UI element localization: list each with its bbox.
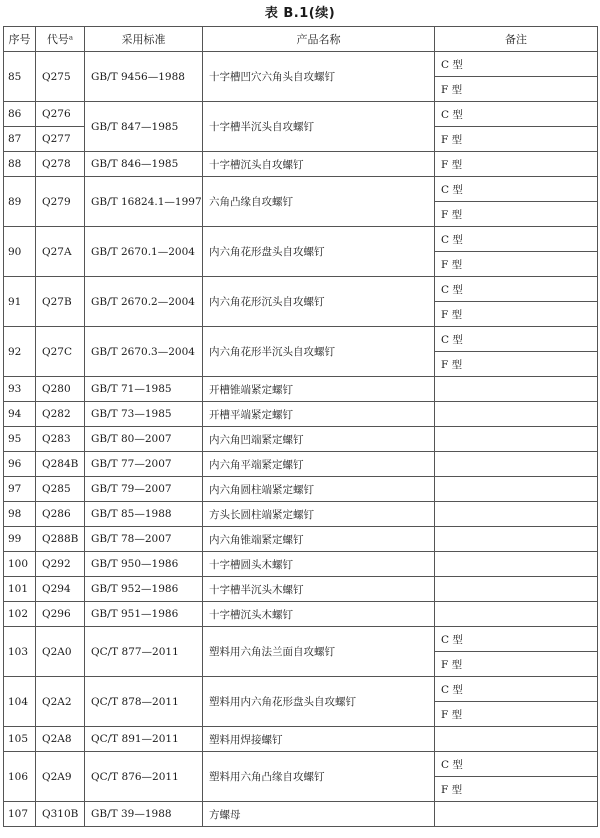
cell-standard: GB/T 16824.1—1997	[85, 177, 203, 227]
cell-seq: 88	[4, 152, 36, 177]
cell-seq: 91	[4, 277, 36, 327]
table-row	[4, 52, 598, 77]
cell-code: Q296	[36, 602, 85, 627]
header-seq: 序号	[4, 27, 36, 52]
cell-standard: GB/T 39—1988	[85, 802, 203, 827]
table-row	[4, 677, 598, 702]
table-row	[4, 177, 598, 202]
cell-standard: QC/T 877—2011	[85, 627, 203, 677]
cell-code: Q280	[36, 377, 85, 402]
cell-standard: GB/T 79—2007	[85, 477, 203, 502]
cell-remark: F 型	[435, 302, 598, 327]
cell-remark: C 型	[435, 227, 598, 252]
table-row	[4, 327, 598, 352]
cell-name: 塑料用六角凸缘自攻螺钉	[203, 752, 435, 802]
cell-name: 方头长圆柱端紧定螺钉	[203, 502, 435, 527]
cell-seq: 96	[4, 452, 36, 477]
table-row	[4, 577, 598, 602]
cell-remark: C 型	[435, 177, 598, 202]
cell-seq: 95	[4, 427, 36, 452]
cell-seq: 105	[4, 727, 36, 752]
cell-remark: C 型	[435, 677, 598, 702]
cell-remark: F 型	[435, 202, 598, 227]
cell-remark	[435, 727, 598, 752]
cell-seq: 102	[4, 602, 36, 627]
cell-remark	[435, 452, 598, 477]
cell-remark	[435, 552, 598, 577]
cell-remark: C 型	[435, 52, 598, 77]
cell-code: Q292	[36, 552, 85, 577]
cell-remark: F 型	[435, 702, 598, 727]
header-code: 代号ᵃ	[36, 27, 85, 52]
table-row	[4, 227, 598, 252]
cell-remark: C 型	[435, 102, 598, 127]
cell-standard: QC/T 878—2011	[85, 677, 203, 727]
cell-remark	[435, 377, 598, 402]
cell-remark: C 型	[435, 327, 598, 352]
cell-name: 六角凸缘自攻螺钉	[203, 177, 435, 227]
cell-seq: 90	[4, 227, 36, 277]
cell-code: Q288B	[36, 527, 85, 552]
cell-name: 十字槽半沉头自攻螺钉	[203, 102, 435, 152]
cell-name: 内六角锥端紧定螺钉	[203, 527, 435, 552]
cell-code: Q2A8	[36, 727, 85, 752]
cell-standard: GB/T 951—1986	[85, 602, 203, 627]
header-remark: 备注	[435, 27, 598, 52]
cell-code: Q278	[36, 152, 85, 177]
cell-standard: GB/T 78—2007	[85, 527, 203, 552]
cell-name: 塑料用焊接螺钉	[203, 727, 435, 752]
cell-name: 十字槽沉头自攻螺钉	[203, 152, 435, 177]
cell-standard: GB/T 950—1986	[85, 552, 203, 577]
table-row	[4, 402, 598, 427]
cell-remark	[435, 527, 598, 552]
cell-remark	[435, 502, 598, 527]
cell-seq: 92	[4, 327, 36, 377]
cell-remark	[435, 427, 598, 452]
header-row	[4, 27, 598, 52]
table-row	[4, 627, 598, 652]
cell-name: 内六角花形沉头自攻螺钉	[203, 277, 435, 327]
cell-standard: GB/T 85—1988	[85, 502, 203, 527]
cell-code: Q279	[36, 177, 85, 227]
cell-standard: GB/T 846—1985	[85, 152, 203, 177]
cell-code: Q2A0	[36, 627, 85, 677]
cell-code: Q310B	[36, 802, 85, 827]
cell-code: Q2A2	[36, 677, 85, 727]
cell-standard: GB/T 73—1985	[85, 402, 203, 427]
cell-name: 内六角平端紧定螺钉	[203, 452, 435, 477]
cell-remark: F 型	[435, 127, 598, 152]
cell-standard: GB/T 2670.1—2004	[85, 227, 203, 277]
cell-seq: 104	[4, 677, 36, 727]
cell-standard: GB/T 77—2007	[85, 452, 203, 477]
cell-remark: F 型	[435, 252, 598, 277]
cell-name: 塑料用内六角花形盘头自攻螺钉	[203, 677, 435, 727]
cell-standard: GB/T 71—1985	[85, 377, 203, 402]
cell-name: 十字槽凹穴六角头自攻螺钉	[203, 52, 435, 102]
table-row	[4, 752, 598, 777]
table-row	[4, 452, 598, 477]
header-standard: 采用标准	[85, 27, 203, 52]
cell-remark: F 型	[435, 352, 598, 377]
cell-name: 内六角圆柱端紧定螺钉	[203, 477, 435, 502]
cell-code: Q277	[36, 127, 85, 152]
cell-remark	[435, 402, 598, 427]
cell-name: 内六角凹端紧定螺钉	[203, 427, 435, 452]
table-row	[4, 602, 598, 627]
cell-code: Q283	[36, 427, 85, 452]
cell-standard: QC/T 891—2011	[85, 727, 203, 752]
cell-name: 内六角花形盘头自攻螺钉	[203, 227, 435, 277]
cell-standard: GB/T 952—1986	[85, 577, 203, 602]
cell-remark: F 型	[435, 77, 598, 102]
cell-code: Q2A9	[36, 752, 85, 802]
cell-code: Q294	[36, 577, 85, 602]
table-row	[4, 377, 598, 402]
table-row	[4, 552, 598, 577]
cell-remark: F 型	[435, 652, 598, 677]
cell-remark: C 型	[435, 752, 598, 777]
table-row	[4, 277, 598, 302]
cell-seq: 99	[4, 527, 36, 552]
table-caption: 表 B.1(续)	[264, 6, 336, 21]
cell-name: 十字槽半沉头木螺钉	[203, 577, 435, 602]
cell-name: 十字槽圆头木螺钉	[203, 552, 435, 577]
cell-seq: 87	[4, 127, 36, 152]
cell-standard: GB/T 80—2007	[85, 427, 203, 452]
cell-remark: C 型	[435, 277, 598, 302]
cell-code: Q27C	[36, 327, 85, 377]
cell-name: 十字槽沉头木螺钉	[203, 602, 435, 627]
cell-name: 开槽平端紧定螺钉	[203, 402, 435, 427]
standards-table	[3, 26, 598, 827]
cell-code: Q275	[36, 52, 85, 102]
cell-standard: GB/T 847—1985	[85, 102, 203, 152]
cell-seq: 106	[4, 752, 36, 802]
cell-seq: 100	[4, 552, 36, 577]
cell-name: 开槽锥端紧定螺钉	[203, 377, 435, 402]
table-row	[4, 102, 598, 127]
table-row	[4, 802, 598, 827]
table-row	[4, 477, 598, 502]
table-row	[4, 527, 598, 552]
cell-code: Q27B	[36, 277, 85, 327]
table-row	[4, 152, 598, 177]
cell-remark	[435, 602, 598, 627]
cell-code: Q284B	[36, 452, 85, 477]
cell-seq: 89	[4, 177, 36, 227]
cell-code: Q286	[36, 502, 85, 527]
cell-seq: 85	[4, 52, 36, 102]
cell-name: 内六角花形半沉头自攻螺钉	[203, 327, 435, 377]
cell-seq: 107	[4, 802, 36, 827]
cell-remark: F 型	[435, 777, 598, 802]
cell-seq: 98	[4, 502, 36, 527]
cell-seq: 94	[4, 402, 36, 427]
cell-remark	[435, 477, 598, 502]
cell-name: 方螺母	[203, 802, 435, 827]
cell-standard: GB/T 2670.2—2004	[85, 277, 203, 327]
cell-seq: 93	[4, 377, 36, 402]
table-row	[4, 427, 598, 452]
table-row	[4, 502, 598, 527]
cell-standard: QC/T 876—2011	[85, 752, 203, 802]
cell-standard: GB/T 9456—1988	[85, 52, 203, 102]
cell-remark: C 型	[435, 627, 598, 652]
cell-code: Q285	[36, 477, 85, 502]
cell-remark: F 型	[435, 152, 598, 177]
cell-seq: 86	[4, 102, 36, 127]
cell-code: Q27A	[36, 227, 85, 277]
cell-remark	[435, 802, 598, 827]
cell-seq: 103	[4, 627, 36, 677]
cell-name: 塑料用六角法兰面自攻螺钉	[203, 627, 435, 677]
cell-seq: 101	[4, 577, 36, 602]
cell-standard: GB/T 2670.3—2004	[85, 327, 203, 377]
cell-code: Q282	[36, 402, 85, 427]
cell-remark	[435, 577, 598, 602]
table-row	[4, 727, 598, 752]
cell-code: Q276	[36, 102, 85, 127]
cell-seq: 97	[4, 477, 36, 502]
header-name: 产品名称	[203, 27, 435, 52]
